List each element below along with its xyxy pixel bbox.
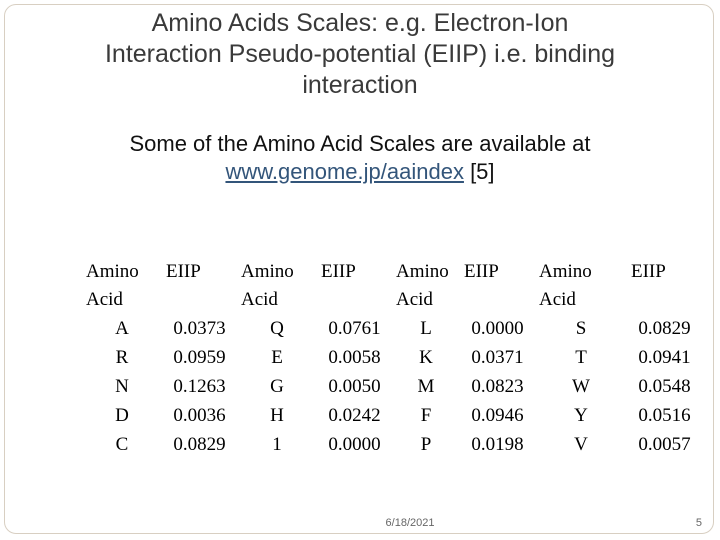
eiip-value-cell: 0.0829 bbox=[173, 433, 226, 455]
amino-acid-cell: V bbox=[574, 433, 588, 455]
eiip-value-cell: 0.0823 bbox=[471, 375, 524, 397]
eiip-value-cell: 0.0516 bbox=[638, 404, 691, 426]
table-header-row bbox=[82, 286, 702, 314]
table-row bbox=[82, 343, 702, 372]
eiip-value-cell: 0.0959 bbox=[173, 346, 226, 368]
title-line-1: Amino Acids Scales: e.g. Electron-Ion bbox=[151, 9, 569, 37]
title-line-3: interaction bbox=[302, 71, 418, 99]
reference-label: [5] bbox=[463, 159, 495, 184]
header-amino-acid: Amino bbox=[396, 261, 449, 282]
subtitle-text: Some of the Amino Acid Scales are available at bbox=[129, 131, 591, 156]
eiip-value-cell: 0.0371 bbox=[471, 346, 524, 368]
table-row bbox=[82, 314, 702, 343]
amino-acid-cell: 1 bbox=[272, 433, 282, 455]
header-amino-acid: Amino bbox=[539, 261, 592, 282]
amino-acid-cell: A bbox=[115, 317, 129, 339]
eiip-value-cell: 0.0000 bbox=[471, 317, 524, 339]
header-amino-acid: Acid bbox=[241, 289, 278, 310]
amino-acid-cell: S bbox=[575, 317, 587, 339]
header-eiip: EIIP bbox=[321, 261, 356, 282]
header-eiip: EIIP bbox=[166, 261, 201, 282]
eiip-value-cell: 0.0242 bbox=[328, 404, 381, 426]
header-amino-acid: Acid bbox=[86, 289, 123, 310]
eiip-table bbox=[82, 258, 702, 459]
amino-acid-cell: H bbox=[270, 404, 284, 426]
amino-acid-cell: T bbox=[575, 346, 587, 368]
amino-acid-cell: C bbox=[115, 433, 129, 455]
slide-date: 6/18/2021 bbox=[385, 517, 435, 529]
amino-acid-cell: G bbox=[270, 375, 284, 397]
eiip-value-cell: 0.0761 bbox=[328, 317, 381, 339]
eiip-value-cell: 0.0373 bbox=[173, 317, 226, 339]
subtitle-link-line bbox=[60, 158, 660, 186]
table-row bbox=[82, 430, 702, 459]
amino-acid-cell: L bbox=[420, 317, 432, 339]
header-amino-acid: Amino bbox=[241, 261, 294, 282]
eiip-value-cell: 0.0036 bbox=[173, 404, 226, 426]
amino-acid-cell: M bbox=[417, 375, 435, 397]
eiip-value-cell: 0.0198 bbox=[471, 433, 524, 455]
eiip-value-cell: 0.0058 bbox=[328, 346, 381, 368]
table-row bbox=[82, 372, 702, 401]
header-amino-acid: Acid bbox=[539, 289, 576, 310]
eiip-value-cell: 0.0057 bbox=[638, 433, 691, 455]
eiip-value-cell: 0.0050 bbox=[328, 375, 381, 397]
eiip-value-cell: 0.0946 bbox=[471, 404, 524, 426]
eiip-value-cell: 0.0829 bbox=[638, 317, 691, 339]
eiip-value-cell: 0.0548 bbox=[638, 375, 691, 397]
header-eiip: EIIP bbox=[464, 261, 499, 282]
slide-title bbox=[60, 8, 660, 101]
amino-acid-cell: P bbox=[420, 433, 432, 455]
eiip-value-cell: 0.1263 bbox=[173, 375, 226, 397]
amino-acid-cell: F bbox=[420, 404, 432, 426]
amino-acid-cell: N bbox=[115, 375, 129, 397]
amino-acid-cell: W bbox=[572, 375, 590, 397]
header-eiip: EIIP bbox=[631, 261, 666, 282]
eiip-value-cell: 0.0941 bbox=[638, 346, 691, 368]
amino-acid-cell: D bbox=[115, 404, 129, 426]
table-header-row bbox=[82, 258, 702, 286]
header-amino-acid: Acid bbox=[396, 289, 433, 310]
slide-subtitle bbox=[60, 130, 660, 186]
aaindex-link[interactable]: www.genome.jp/aaindex bbox=[225, 159, 464, 184]
eiip-value-cell: 0.0000 bbox=[328, 433, 381, 455]
amino-acid-cell: E bbox=[271, 346, 283, 368]
amino-acid-cell: R bbox=[115, 346, 129, 368]
amino-acid-cell: K bbox=[419, 346, 433, 368]
slide-number: 5 bbox=[695, 517, 702, 529]
table-row bbox=[82, 401, 702, 430]
amino-acid-cell: Q bbox=[270, 317, 284, 339]
title-line-2: Interaction Pseudo-potential (EIIP) i.e. binding bbox=[104, 40, 616, 68]
amino-acid-cell: Y bbox=[574, 404, 588, 426]
header-amino-acid: Amino bbox=[86, 261, 139, 282]
